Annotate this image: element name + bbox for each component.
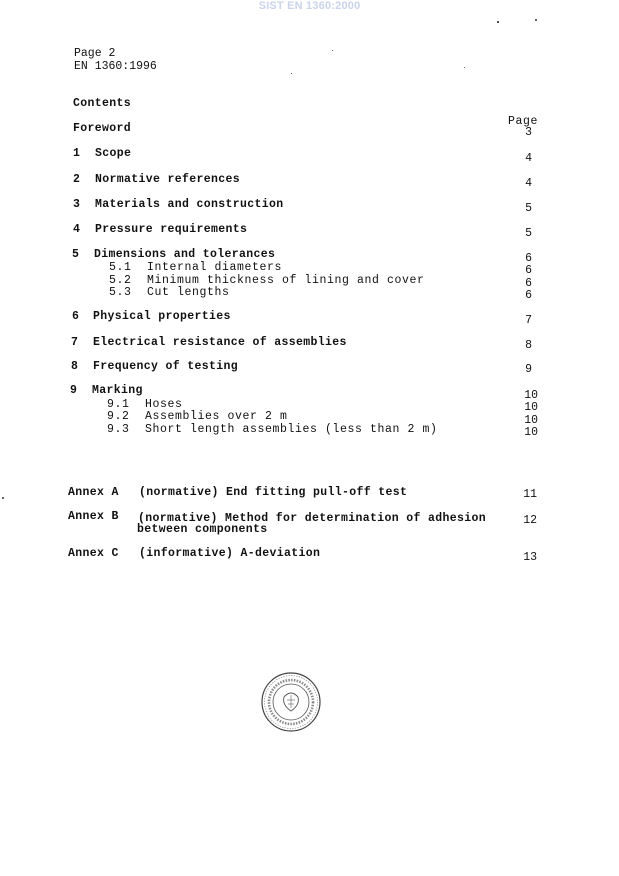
toc-section-title: Marking: [92, 384, 143, 397]
toc-annex-label: Annex C: [68, 547, 119, 560]
toc-subsection-number: 5.3: [109, 286, 132, 299]
toc-annex-title: (informative) A-deviation: [139, 547, 321, 560]
page-number: Page 2: [74, 47, 116, 60]
toc-section-number: 7: [71, 336, 79, 349]
toc-section-title: Scope: [95, 147, 132, 160]
toc-page-number: 13: [523, 551, 537, 564]
toc-annex-title-continued: between components: [137, 523, 268, 536]
toc-page-number: 10: [524, 426, 538, 439]
toc-section-title: Materials and construction: [95, 198, 284, 211]
scan-speck: [464, 67, 465, 68]
toc-subsection-title: Hoses: [145, 398, 183, 411]
toc-section-number: 1: [73, 147, 81, 160]
toc-subsection-number: 9.1: [107, 398, 130, 411]
toc-page-number: 4: [525, 177, 532, 190]
toc-section-title: Normative references: [95, 173, 241, 186]
toc-section-title: Dimensions and tolerances: [94, 248, 276, 261]
scan-speck: [497, 21, 499, 23]
toc-section-title: Physical properties: [93, 310, 231, 323]
toc-subsection-title: Assemblies over 2 m: [145, 410, 288, 423]
standard-number: EN 1360:1996: [74, 60, 157, 73]
toc-section-number: 6: [72, 310, 80, 323]
watermark: SIST EN 1360:2000: [258, 0, 361, 12]
toc-subsection-number: 9.3: [107, 423, 130, 436]
toc-foreword: Foreword: [73, 122, 132, 135]
toc-section-title: Frequency of testing: [93, 360, 239, 373]
scan-speck: [2, 497, 4, 499]
toc-section-number: 8: [71, 360, 79, 373]
toc-subsection-number: 5.2: [109, 274, 132, 287]
scan-speck: [291, 73, 292, 74]
toc-page-number: 7: [525, 314, 532, 327]
toc-page-number: 12: [523, 514, 537, 527]
stamp-seal: [260, 671, 322, 733]
toc-page-number: 6: [525, 264, 532, 277]
toc-page-number: 11: [523, 488, 537, 501]
toc-subsection-number: 9.2: [107, 410, 130, 423]
page-column-label: Page: [508, 115, 539, 128]
toc-section-number: 4: [73, 223, 81, 236]
contents-title: Contents: [73, 97, 132, 110]
toc-page-number: 5: [525, 202, 532, 215]
toc-page-number: 10: [524, 401, 538, 414]
toc-annex-title: (normative) End fitting pull-off test: [139, 486, 408, 499]
toc-annex-label: Annex B: [68, 510, 119, 523]
toc-page-number: 6: [525, 252, 532, 265]
toc-section-title: Electrical resistance of assemblies: [93, 336, 347, 349]
toc-page-number: 3: [525, 126, 532, 139]
toc-section-number: 3: [73, 198, 81, 211]
toc-subsection-title: Short length assemblies (less than 2 m): [145, 423, 438, 436]
toc-annex-title: (normative) Method for determination of adhesion: [138, 512, 487, 525]
toc-subsection-number: 5.1: [109, 261, 132, 274]
toc-section-number: 2: [73, 173, 81, 186]
toc-page-number: 10: [524, 414, 538, 427]
toc-page-number: 8: [525, 339, 532, 352]
toc-page-number: 5: [525, 227, 532, 240]
toc-subsection-title: Minimum thickness of lining and cover: [147, 274, 425, 287]
toc-page-number: 6: [525, 289, 532, 302]
toc-page-number: 10: [524, 389, 538, 402]
toc-subsection-title: Internal diameters: [147, 261, 283, 274]
scan-speck: [332, 50, 333, 51]
toc-section-number: 9: [70, 384, 78, 397]
toc-section-title: Pressure requirements: [95, 223, 248, 236]
toc-page-number: 6: [525, 277, 532, 290]
toc-subsection-title: Cut lengths: [147, 286, 230, 299]
toc-section-number: 5: [72, 248, 80, 261]
toc-page-number: 9: [525, 363, 532, 376]
toc-page-number: 4: [525, 152, 532, 165]
toc-annex-label: Annex A: [68, 486, 119, 499]
scan-speck: [535, 19, 537, 21]
